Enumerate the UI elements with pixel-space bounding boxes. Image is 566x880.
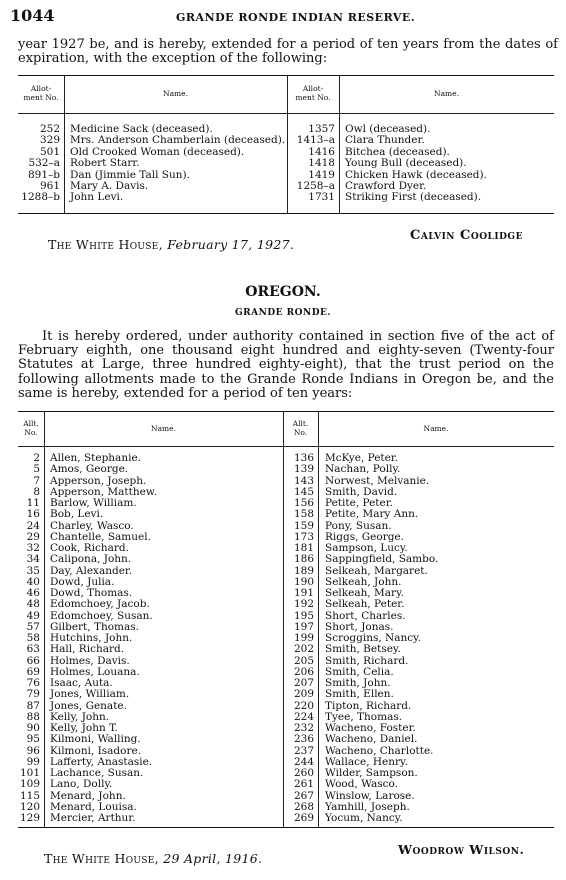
allottee-name: Petite, Peter. — [325, 497, 393, 509]
allottee-name: Tyee, Thomas. — [325, 710, 403, 723]
allotment-number: 87 — [26, 699, 40, 712]
allotment-number: 197 — [293, 620, 314, 633]
allottee-name: Smith, Betsey. — [325, 643, 401, 656]
allottee-name: Robert Starr. — [70, 157, 140, 170]
table2-header-allot-right: Allt. No. — [292, 419, 309, 437]
table1-header-allot-right: Allot- ment No. — [295, 84, 331, 102]
allotment-number: 5 — [33, 463, 40, 476]
allotment-number: 95 — [26, 733, 40, 746]
allottee-name: Short, Charles. — [325, 609, 406, 622]
allotment-number: 69 — [26, 665, 40, 678]
allottee-name: Sampson, Lucy. — [325, 542, 408, 554]
allotment-number: 232 — [293, 722, 314, 734]
allottee-name: Sappingfield, Sambo. — [325, 553, 439, 566]
allottee-name: Wilder, Sampson. — [325, 767, 418, 779]
dateline-1916: The White House, 29 April, 1916. — [44, 851, 263, 866]
allotment-number: 236 — [293, 733, 314, 746]
allotment-number: 48 — [26, 598, 40, 611]
allotment-number: 1288–b — [21, 191, 60, 204]
running-head: GRANDE RONDE INDIAN RESERVE. — [176, 11, 416, 24]
allotment-number: 191 — [293, 587, 314, 599]
allottee-name: Winslow, Larose. — [325, 789, 415, 802]
table1-right-names — [345, 124, 550, 204]
allotment-number: 209 — [293, 688, 314, 701]
allottee-name: Wacheno, Foster. — [325, 722, 416, 734]
allottee-name: Old Crooked Woman (deceased). — [70, 145, 245, 158]
allotment-number: 1418 — [308, 157, 335, 170]
allotment-number: 173 — [293, 530, 314, 543]
allottee-name: Jones, William. — [50, 688, 130, 701]
allottee-name: Barlow, William. — [50, 497, 137, 509]
allottee-name: Hall, Richard. — [50, 643, 125, 656]
allottee-name: Striking First (deceased). — [345, 191, 482, 204]
allotment-number: 532–a — [28, 157, 60, 170]
allottee-name: Bitchea (deceased). — [345, 145, 450, 158]
allottee-name: Scroggins, Nancy. — [325, 632, 422, 644]
table1-header-name-left: Name. — [163, 89, 188, 98]
allotment-number: 158 — [293, 508, 314, 521]
allottee-name: Kilmoni, Isadore. — [50, 744, 142, 757]
allottee-name: Menard, John. — [50, 789, 126, 802]
allottee-name: Isaac, Auta. — [50, 677, 113, 689]
allottee-name: Selkeah, Peter. — [325, 598, 405, 611]
allottee-name: Nachan, Polly. — [325, 463, 401, 476]
allotment-number: 129 — [19, 812, 40, 824]
allottee-name: Calipona, John. — [50, 553, 132, 566]
allotment-number: 79 — [26, 688, 40, 701]
allottee-name: Apperson, Joseph. — [50, 474, 147, 487]
table1-right-numbers — [287, 124, 335, 204]
allotment-number: 189 — [293, 564, 314, 577]
table1-left-numbers — [18, 124, 60, 204]
page-number: 1044 — [10, 6, 55, 25]
allotment-number: 34 — [26, 553, 40, 566]
allotment-number: 35 — [26, 564, 40, 577]
allottee-name: Owl (deceased). — [345, 123, 431, 135]
allotment-number: 115 — [19, 789, 40, 802]
allotment-number: 156 — [293, 497, 314, 509]
allotment-number: 268 — [293, 800, 314, 813]
allottee-name: Tipton, Richard. — [325, 699, 412, 712]
allotment-number: 501 — [39, 145, 60, 158]
allottee-name: Allen, Stephanie. — [50, 452, 141, 464]
allottee-name: Young Bull (deceased). — [345, 157, 467, 170]
allotment-number: 99 — [26, 755, 40, 768]
allotment-number: 120 — [19, 800, 40, 813]
allotment-number: 329 — [39, 134, 60, 147]
allottee-name: Wallace, Henry. — [325, 755, 408, 768]
allottee-name: Riggs, George. — [325, 530, 404, 543]
allotment-number: 58 — [26, 632, 40, 644]
allottee-name: Wood, Wasco. — [325, 778, 399, 791]
allotment-number: 891–b — [27, 168, 60, 181]
allotment-number: 181 — [293, 542, 314, 554]
allottee-name: Edomchoey, Jacob. — [50, 598, 150, 611]
allotment-number: 24 — [26, 519, 40, 532]
allottee-name: Short, Jonas. — [325, 620, 394, 633]
allottee-name: Kelly, John T. — [50, 722, 118, 734]
allottee-name: Day, Alexander. — [50, 564, 133, 577]
allottee-name: Holmes, Louana. — [50, 665, 140, 678]
allotment-number: 49 — [26, 609, 40, 622]
allottee-name: Chicken Hawk (deceased). — [345, 168, 487, 181]
allotment-number: 1416 — [308, 145, 335, 158]
allotment-number: 159 — [293, 519, 314, 532]
allotment-number: 29 — [26, 530, 40, 543]
allottee-name: Wacheno, Daniel. — [325, 733, 418, 746]
allottee-name: Dowd, Julia. — [50, 575, 115, 588]
allottee-name: John Levi. — [70, 191, 124, 204]
allotment-number: 261 — [293, 778, 314, 791]
allotment-number: 32 — [26, 542, 40, 554]
allotment-number: 101 — [19, 767, 40, 779]
table1-header-name-right: Name. — [434, 89, 459, 98]
allotment-number: 16 — [26, 508, 40, 521]
allotment-number: 40 — [26, 575, 40, 588]
allottee-name: Kilmoni, Walling. — [50, 733, 141, 746]
allottee-name: Wacheno, Charlotte. — [325, 744, 434, 757]
allotment-number: 8 — [33, 485, 40, 498]
allotment-number: 1419 — [308, 168, 335, 181]
allotment-number: 46 — [26, 587, 40, 599]
signature-wilson: Woodrow Wilson. — [398, 842, 525, 857]
allotment-number: 237 — [293, 744, 314, 757]
allotment-number: 961 — [39, 180, 60, 193]
allotment-number: 199 — [293, 632, 314, 644]
table2-header-allot-left: Allt. No. — [23, 419, 39, 437]
allottee-name: Lafferty, Anastasie. — [50, 755, 153, 768]
allottee-name: McKye, Peter. — [325, 452, 399, 464]
allottee-name: Cook, Richard. — [50, 542, 129, 554]
allotment-number: 252 — [39, 123, 60, 135]
allotment-number: 145 — [293, 485, 314, 498]
allottee-name: Mercier, Arthur. — [50, 812, 136, 824]
allotment-number: 190 — [293, 575, 314, 588]
dateline-1927: The White House, February 17, 1927. — [48, 237, 295, 252]
allotment-number: 267 — [293, 789, 314, 802]
allotment-number: 192 — [293, 598, 314, 611]
allotment-number: 269 — [293, 812, 314, 824]
allottee-name: Bob, Levi. — [50, 508, 104, 521]
allotment-number: 66 — [26, 654, 40, 667]
allotment-number: 260 — [293, 767, 314, 779]
allottee-name: Smith, Ellen. — [325, 688, 394, 701]
allotment-number: 1731 — [308, 191, 335, 204]
allotment-number: 96 — [26, 744, 40, 757]
allottee-name: Smith, Celia. — [325, 665, 394, 678]
allottee-name: Holmes, Davis. — [50, 654, 130, 667]
allottee-name: Mary A. Davis. — [70, 180, 149, 193]
allotment-number: 143 — [293, 474, 314, 487]
allotment-number: 88 — [26, 710, 40, 723]
allottee-name: Norwest, Melvanie. — [325, 474, 430, 487]
allotment-number: 220 — [293, 699, 314, 712]
allotment-number: 90 — [26, 722, 40, 734]
allottee-name: Selkeah, Margaret. — [325, 564, 428, 577]
allottee-name: Selkeah, Mary. — [325, 587, 404, 599]
table2-left-numbers — [18, 453, 40, 824]
section-heading: OREGON. — [245, 284, 321, 300]
allottee-name: Medicine Sack (deceased). — [70, 123, 213, 135]
section-subheading: GRANDE RONDE. — [234, 308, 332, 318]
allotment-number: 7 — [33, 474, 40, 487]
allotment-number: 57 — [26, 620, 40, 633]
signature-coolidge: Calvin Coolidge — [410, 228, 523, 243]
allotment-number: 11 — [26, 497, 40, 509]
table2-right-names — [325, 453, 550, 824]
allotment-number: 76 — [26, 677, 40, 689]
allottee-name: Lano, Dolly. — [50, 778, 113, 791]
allottee-name: Amos, George. — [50, 463, 129, 476]
allottee-name: Chantelle, Samuel. — [50, 530, 151, 543]
allotment-number: 1357 — [308, 123, 335, 135]
allottee-name: Gilbert, Thomas. — [50, 620, 139, 633]
allottee-name: Mrs. Anderson Chamberlain (deceased). — [70, 134, 286, 147]
allottee-name: Lachance, Susan. — [50, 767, 144, 779]
allotment-number: 139 — [293, 463, 314, 476]
allotment-number: 109 — [19, 778, 40, 791]
intro-paragraph: year 1927 be, and is hereby, extended for a period of ten years from the dates of expiration, with the exception of the following: — [18, 37, 558, 66]
table2-left-names — [50, 453, 280, 824]
table2-header-name-right: Name. — [423, 424, 449, 433]
allottee-name: Yocum, Nancy. — [325, 812, 403, 824]
allotment-number: 136 — [293, 452, 314, 464]
allottee-name: Smith, Richard. — [325, 654, 409, 667]
allottee-name: Pony, Susan. — [325, 519, 392, 532]
allotment-number: 63 — [26, 643, 40, 656]
allotment-number: 2 — [33, 452, 40, 464]
allotment-number: 1258–a — [296, 180, 335, 193]
allotment-number: 244 — [293, 755, 314, 768]
allotment-number: 206 — [293, 665, 314, 678]
allottee-name: Menard, Louisa. — [50, 800, 137, 813]
allottee-name: Selkeah, John. — [325, 575, 402, 588]
allottee-name: Jones, Genate. — [50, 699, 127, 712]
allottee-name: Smith, David. — [325, 485, 398, 498]
allottee-name: Crawford Dyer. — [345, 180, 427, 193]
allotment-number: 202 — [293, 643, 314, 656]
allotment-number: 224 — [293, 710, 314, 723]
allottee-name: Petite, Mary Ann. — [325, 508, 419, 521]
allottee-name: Yamhill, Joseph. — [325, 800, 410, 813]
allottee-name: Edomchoey, Susan. — [50, 609, 153, 622]
allottee-name: Smith, John. — [325, 677, 391, 689]
allottee-name: Dowd, Thomas. — [50, 587, 133, 599]
table1-left-names — [70, 124, 285, 204]
allottee-name: Apperson, Matthew. — [50, 485, 157, 498]
allotment-number: 186 — [293, 553, 314, 566]
allotment-number: 205 — [293, 654, 314, 667]
table2-right-numbers — [283, 453, 314, 824]
table1-header-allot-left: Allot- ment No. — [23, 84, 59, 102]
allottee-name: Dan (Jimmie Tall Sun). — [70, 168, 190, 181]
allotment-number: 207 — [293, 677, 314, 689]
order-paragraph: It is hereby ordered, under authority contained in section five of the act of February eighth, one thousand eight hundred and eighty-seven (Twenty-four Statutes at Large, three hundred eighty-eight), that the trust period on the following allotments made to the Grande Ronde Indians in Oregon be, and the same is hereby, extended for a period of ten years: — [18, 329, 554, 401]
allottee-name: Hutchins, John. — [50, 632, 133, 644]
allottee-name: Kelly, John. — [50, 710, 110, 723]
allotment-number: 1413–a — [296, 134, 335, 147]
allottee-name: Clara Thunder. — [345, 134, 425, 147]
allotment-number: 195 — [293, 609, 314, 622]
table2-header-name-left: Name. — [151, 424, 176, 433]
allottee-name: Charley, Wasco. — [50, 519, 134, 532]
